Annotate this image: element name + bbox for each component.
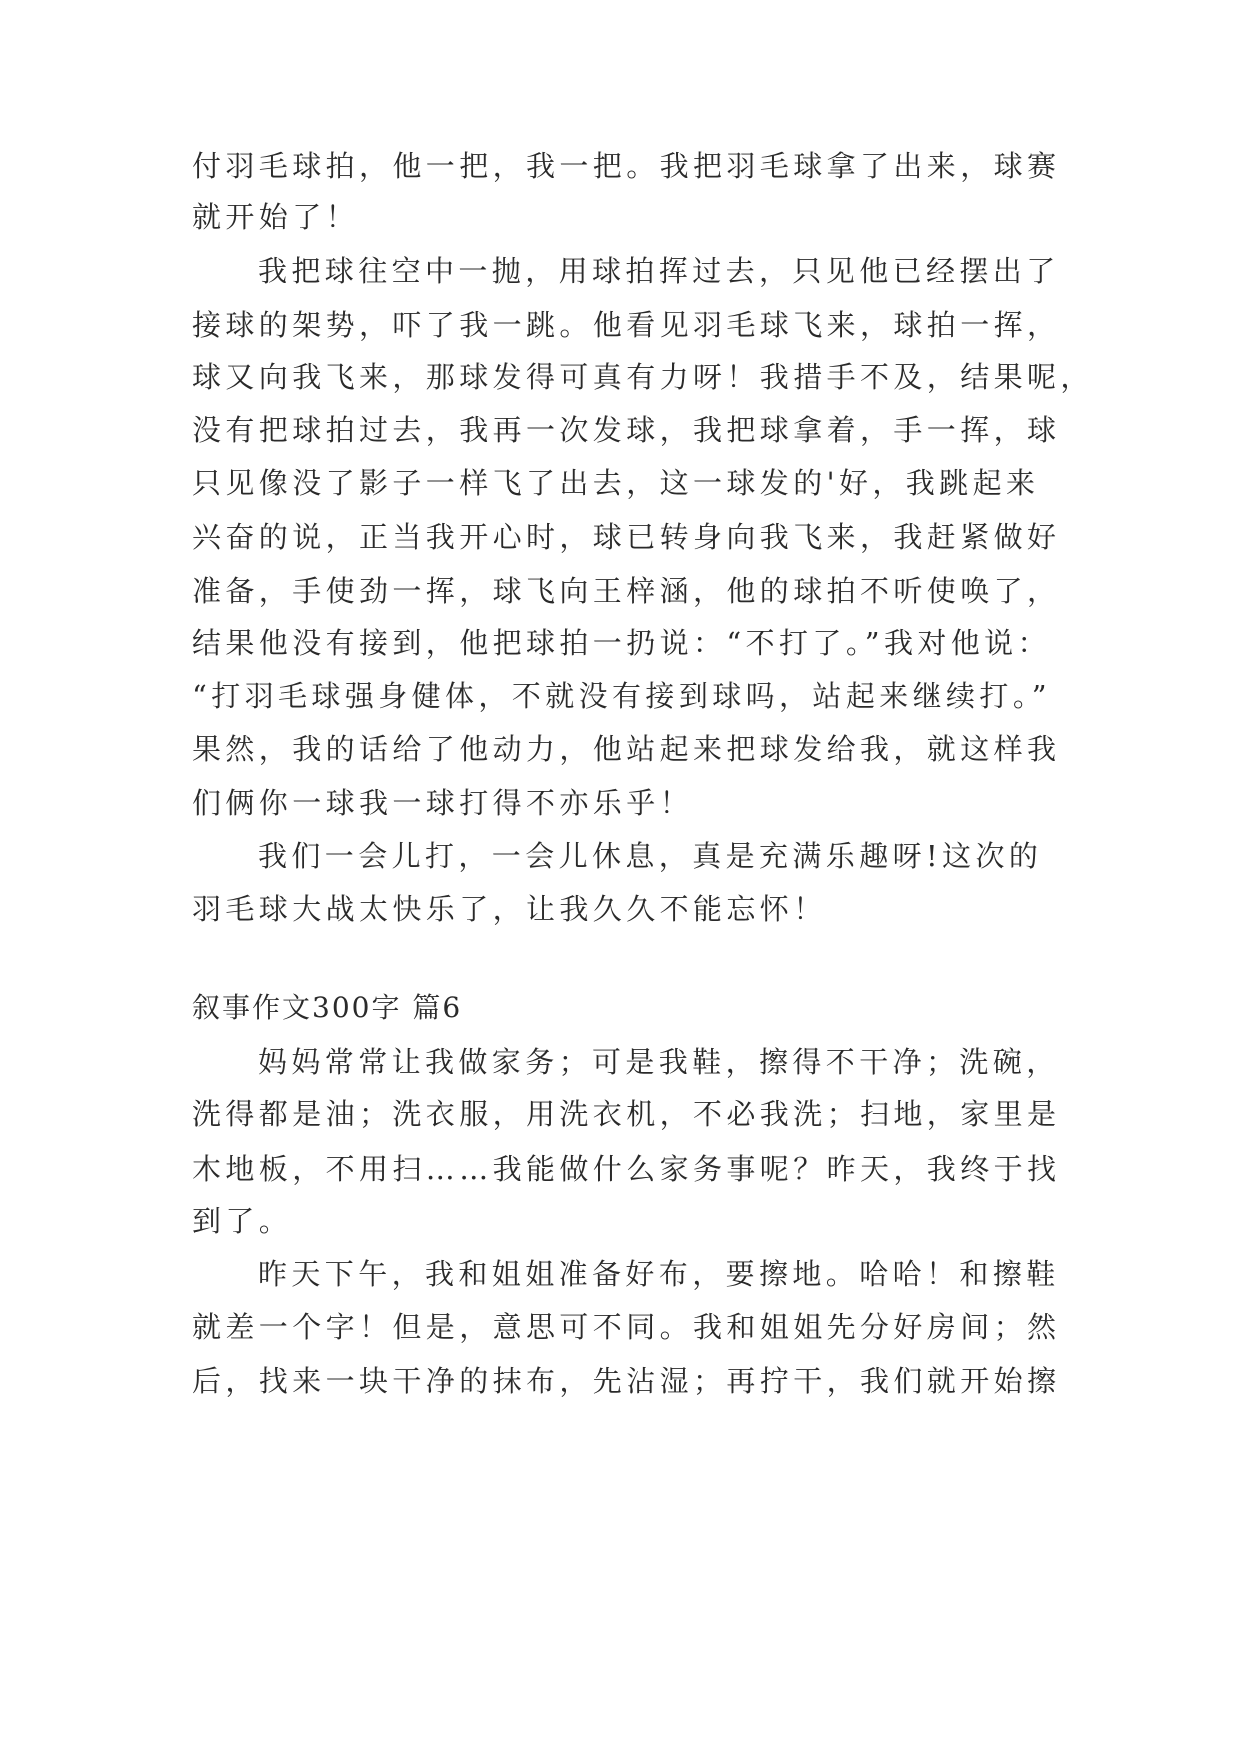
text-line: “打羽毛球强身健体，不就没有接到球吗，站起来继续打。” xyxy=(192,679,1051,713)
text-line: 球又向我飞来，那球发得可真有力呀！我措手不及，结果呢， xyxy=(192,360,1094,394)
text-line: 我们一会儿打，一会儿休息，真是充满乐趣呀!这次的 xyxy=(258,839,1043,873)
text-line: 果然，我的话给了他动力，他站起来把球发给我，就这样我 xyxy=(192,732,1061,766)
text-line: 木地板，不用扫……我能做什么家务事呢？昨天，我终于找 xyxy=(192,1152,1061,1186)
text-line: 只见像没了影子一样飞了出去，这一球发的'好，我跳起来 xyxy=(192,466,1040,500)
text-line: 们俩你一球我一球打得不亦乐乎！ xyxy=(192,786,694,820)
text-line: 没有把球拍过去，我再一次发球，我把球拿着，手一挥，球 xyxy=(192,413,1061,447)
text-line: 就开始了！ xyxy=(192,200,360,234)
text-line: 兴奋的说，正当我开心时，球已转身向我飞来，我赶紧做好 xyxy=(192,520,1061,554)
text-line: 洗得都是油；洗衣服，用洗衣机，不必我洗；扫地，家里是 xyxy=(192,1097,1061,1131)
text-line: 到了。 xyxy=(192,1204,293,1238)
text-line: 羽毛球大战太快乐了，让我久久不能忘怀！ xyxy=(192,892,827,926)
section-heading: 叙事作文300字 篇6 xyxy=(192,991,463,1024)
text-line: 我把球往空中一抛，用球拍挥过去，只见他已经摆出了 xyxy=(258,254,1060,288)
text-line: 妈妈常常让我做家务；可是我鞋，擦得不干净；洗碗， xyxy=(258,1045,1060,1079)
text-line: 准备，手使劲一挥，球飞向王梓涵，他的球拍不听使唤了， xyxy=(192,574,1061,608)
text-line: 昨天下午，我和姐姐准备好布，要擦地。哈哈！和擦鞋 xyxy=(258,1257,1060,1291)
text-line: 就差一个字！但是，意思可不同。我和姐姐先分好房间；然 xyxy=(192,1310,1061,1344)
text-line: 后，找来一块干净的抹布，先沾湿；再拧干，我们就开始擦 xyxy=(192,1364,1061,1398)
text-line: 接球的架势，吓了我一跳。他看见羽毛球飞来，球拍一挥， xyxy=(192,308,1061,342)
text-line: 结果他没有接到，他把球拍一扔说：“不打了。”我对他说： xyxy=(192,626,1051,660)
text-line: 付羽毛球拍，他一把，我一把。我把羽毛球拿了出来，球赛 xyxy=(192,149,1061,183)
